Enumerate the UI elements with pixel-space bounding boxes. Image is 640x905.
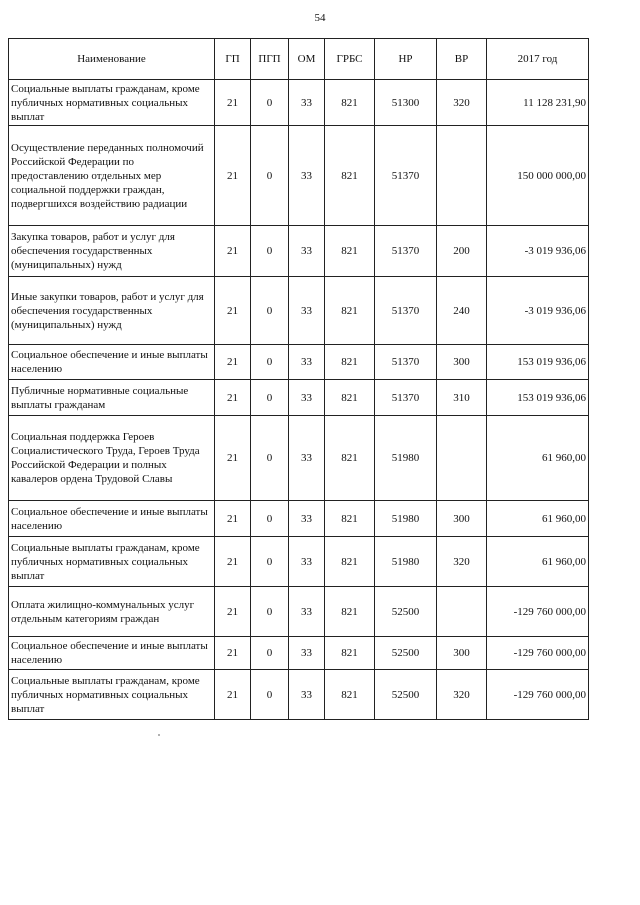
table-row bbox=[9, 416, 589, 501]
row-name: Оплата жилищно-коммунальных услуг отдельным категориям граждан bbox=[9, 587, 215, 637]
row-amount: -129 760 000,00 bbox=[487, 670, 589, 720]
row-amount: -129 760 000,00 bbox=[487, 587, 589, 637]
header-pgp: ПГП bbox=[251, 39, 289, 80]
row-name: Закупка товаров, работ и услуг для обеспечения государственных (муниципальных) нужд bbox=[9, 226, 215, 277]
row-vr: 300 bbox=[437, 345, 487, 380]
row-vr: 240 bbox=[437, 277, 487, 345]
row-nr: 51370 bbox=[375, 277, 437, 345]
row-amount: 11 128 231,90 bbox=[487, 80, 589, 126]
row-grbs: 821 bbox=[325, 126, 375, 226]
row-grbs: 821 bbox=[325, 670, 375, 720]
row-pgp: 0 bbox=[251, 587, 289, 637]
header-nr: НР bbox=[375, 39, 437, 80]
row-nr: 52500 bbox=[375, 670, 437, 720]
row-om: 33 bbox=[289, 277, 325, 345]
header-gp: ГП bbox=[215, 39, 251, 80]
row-amount: -129 760 000,00 bbox=[487, 637, 589, 670]
row-pgp: 0 bbox=[251, 345, 289, 380]
row-amount: 61 960,00 bbox=[487, 416, 589, 501]
row-pgp: 0 bbox=[251, 226, 289, 277]
row-pgp: 0 bbox=[251, 416, 289, 501]
row-vr: 320 bbox=[437, 537, 487, 587]
row-grbs: 821 bbox=[325, 537, 375, 587]
header-grbs: ГРБС bbox=[325, 39, 375, 80]
row-name: Публичные нормативные социальные выплаты гражданам bbox=[9, 380, 215, 416]
row-vr: 300 bbox=[437, 637, 487, 670]
row-pgp: 0 bbox=[251, 277, 289, 345]
row-pgp: 0 bbox=[251, 126, 289, 226]
row-grbs: 821 bbox=[325, 501, 375, 537]
row-name: Социальное обеспечение и иные выплаты населению bbox=[9, 345, 215, 380]
row-om: 33 bbox=[289, 416, 325, 501]
row-vr bbox=[437, 126, 487, 226]
header-name: Наименование bbox=[9, 39, 215, 80]
row-gp: 21 bbox=[215, 126, 251, 226]
row-gp: 21 bbox=[215, 345, 251, 380]
row-amount: -3 019 936,06 bbox=[487, 277, 589, 345]
row-gp: 21 bbox=[215, 380, 251, 416]
row-nr: 52500 bbox=[375, 637, 437, 670]
table-row bbox=[9, 345, 589, 380]
table-row bbox=[9, 126, 589, 226]
row-nr: 52500 bbox=[375, 587, 437, 637]
row-amount: 153 019 936,06 bbox=[487, 380, 589, 416]
row-grbs: 821 bbox=[325, 587, 375, 637]
row-gp: 21 bbox=[215, 416, 251, 501]
row-amount: 153 019 936,06 bbox=[487, 345, 589, 380]
row-amount: 61 960,00 bbox=[487, 501, 589, 537]
row-gp: 21 bbox=[215, 587, 251, 637]
row-name: Социальные выплаты гражданам, кроме публичных нормативных социальных выплат bbox=[9, 80, 215, 126]
table-row bbox=[9, 226, 589, 277]
row-om: 33 bbox=[289, 501, 325, 537]
row-om: 33 bbox=[289, 587, 325, 637]
row-vr bbox=[437, 587, 487, 637]
table-row bbox=[9, 80, 589, 126]
row-nr: 51370 bbox=[375, 126, 437, 226]
row-vr: 310 bbox=[437, 380, 487, 416]
row-gp: 21 bbox=[215, 537, 251, 587]
table-row bbox=[9, 501, 589, 537]
row-amount: -3 019 936,06 bbox=[487, 226, 589, 277]
table-row bbox=[9, 380, 589, 416]
row-nr: 51980 bbox=[375, 537, 437, 587]
row-om: 33 bbox=[289, 126, 325, 226]
row-om: 33 bbox=[289, 380, 325, 416]
row-gp: 21 bbox=[215, 501, 251, 537]
table-row bbox=[9, 277, 589, 345]
row-nr: 51980 bbox=[375, 416, 437, 501]
row-pgp: 0 bbox=[251, 537, 289, 587]
row-name: Иные закупки товаров, работ и услуг для обеспечения государственных (муниципальных) нужд bbox=[9, 277, 215, 345]
row-nr: 51370 bbox=[375, 226, 437, 277]
row-om: 33 bbox=[289, 80, 325, 126]
header-amount: 2017 год bbox=[487, 39, 589, 80]
row-om: 33 bbox=[289, 637, 325, 670]
row-vr bbox=[437, 416, 487, 501]
row-pgp: 0 bbox=[251, 380, 289, 416]
row-pgp: 0 bbox=[251, 670, 289, 720]
row-gp: 21 bbox=[215, 637, 251, 670]
row-name: Осуществление переданных полномочий Российской Федерации по предоставлению отдельных мер социальной поддержки граждан, подвергшихся воздействию радиации bbox=[9, 126, 215, 226]
row-pgp: 0 bbox=[251, 80, 289, 126]
row-gp: 21 bbox=[215, 670, 251, 720]
row-amount: 150 000 000,00 bbox=[487, 126, 589, 226]
row-grbs: 821 bbox=[325, 416, 375, 501]
page-number: 54 bbox=[314, 12, 326, 24]
row-nr: 51370 bbox=[375, 345, 437, 380]
row-grbs: 821 bbox=[325, 277, 375, 345]
row-om: 33 bbox=[289, 226, 325, 277]
row-nr: 51980 bbox=[375, 501, 437, 537]
row-name: Социальные выплаты гражданам, кроме публичных нормативных социальных выплат bbox=[9, 670, 215, 720]
row-grbs: 821 bbox=[325, 637, 375, 670]
row-amount: 61 960,00 bbox=[487, 537, 589, 587]
row-name: Социальные выплаты гражданам, кроме публичных нормативных социальных выплат bbox=[9, 537, 215, 587]
row-gp: 21 bbox=[215, 80, 251, 126]
row-vr: 300 bbox=[437, 501, 487, 537]
table-row bbox=[9, 670, 589, 720]
row-om: 33 bbox=[289, 345, 325, 380]
row-vr: 200 bbox=[437, 226, 487, 277]
row-gp: 21 bbox=[215, 277, 251, 345]
row-nr: 51370 bbox=[375, 380, 437, 416]
row-grbs: 821 bbox=[325, 380, 375, 416]
header-vr: ВР bbox=[437, 39, 487, 80]
table-row bbox=[9, 537, 589, 587]
row-name: Социальное обеспечение и иные выплаты населению bbox=[9, 501, 215, 537]
scan-speck bbox=[158, 734, 160, 736]
row-grbs: 821 bbox=[325, 226, 375, 277]
row-om: 33 bbox=[289, 537, 325, 587]
row-name: Социальное обеспечение и иные выплаты населению bbox=[9, 637, 215, 670]
row-gp: 21 bbox=[215, 226, 251, 277]
table-header-row bbox=[9, 39, 589, 80]
row-grbs: 821 bbox=[325, 80, 375, 126]
table-row bbox=[9, 587, 589, 637]
row-pgp: 0 bbox=[251, 637, 289, 670]
budget-table bbox=[8, 38, 589, 720]
row-nr: 51300 bbox=[375, 80, 437, 126]
row-name: Социальная поддержка Героев Социалистического Труда, Героев Труда Российской Федерации и полных кавалеров ордена Трудовой Славы bbox=[9, 416, 215, 501]
row-om: 33 bbox=[289, 670, 325, 720]
row-vr: 320 bbox=[437, 670, 487, 720]
row-grbs: 821 bbox=[325, 345, 375, 380]
row-pgp: 0 bbox=[251, 501, 289, 537]
row-vr: 320 bbox=[437, 80, 487, 126]
header-om: ОМ bbox=[289, 39, 325, 80]
table-row bbox=[9, 637, 589, 670]
